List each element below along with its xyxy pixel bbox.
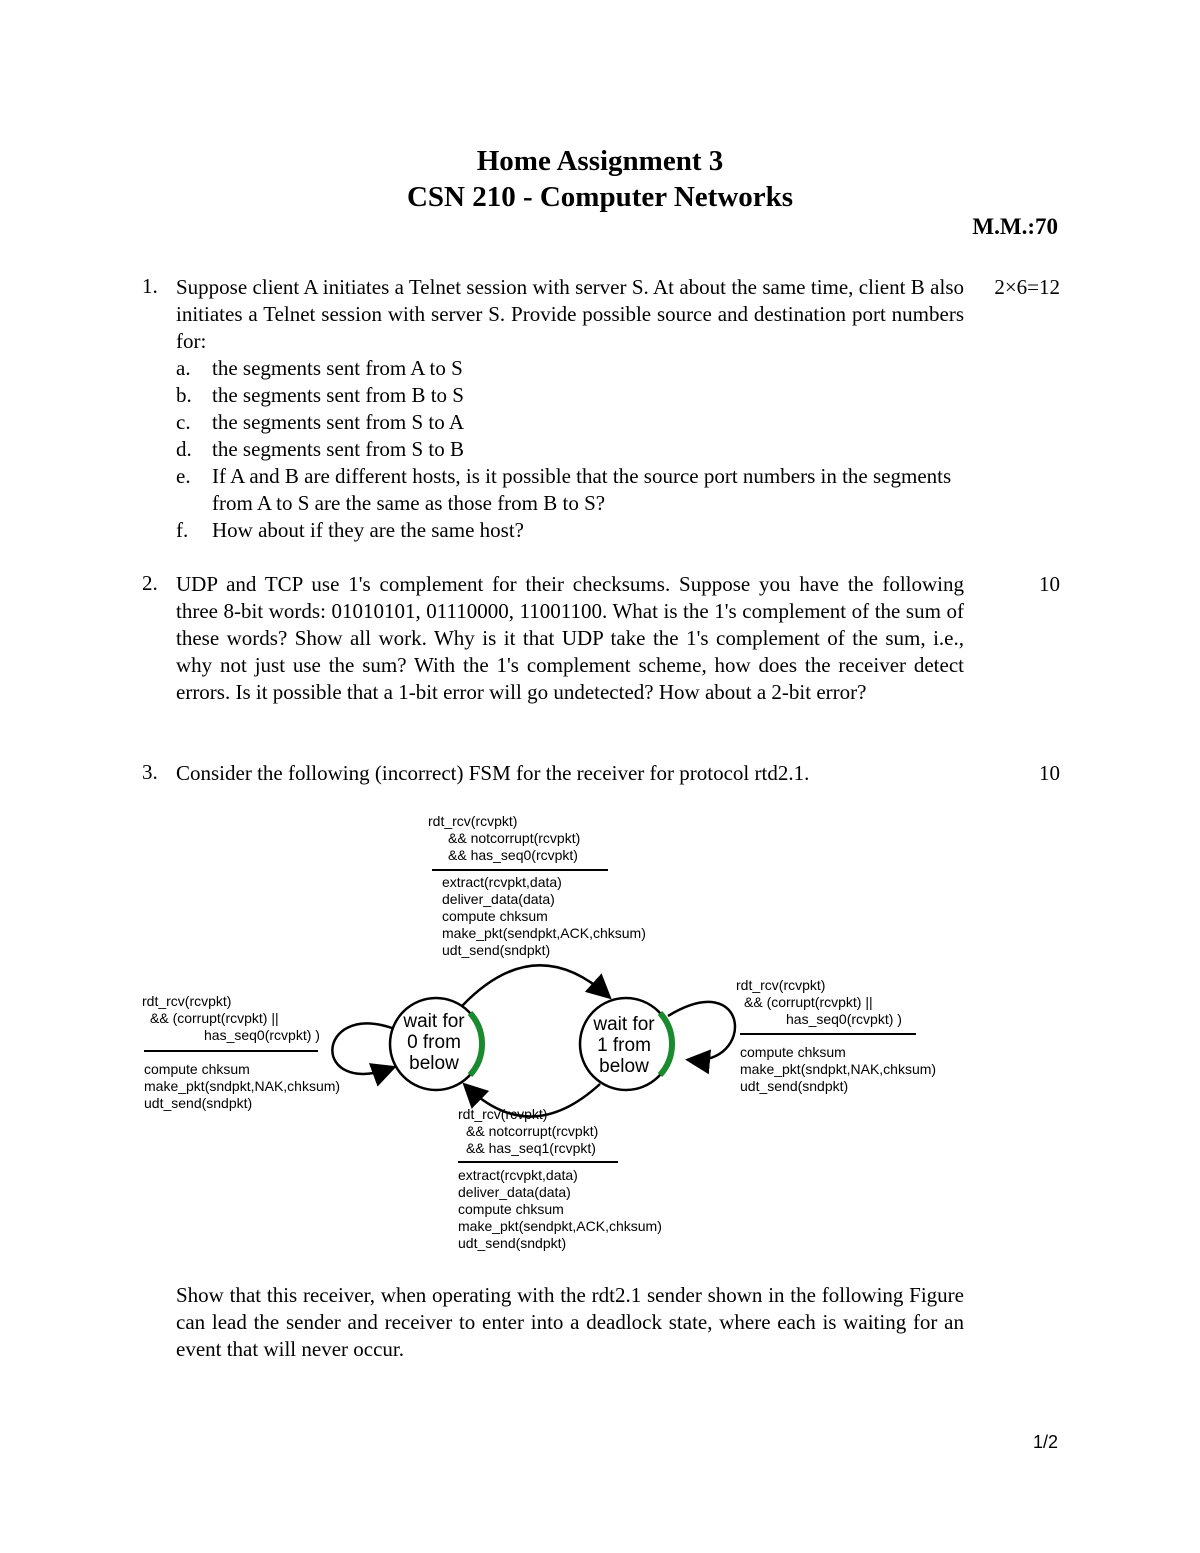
- bottom-action-5: udt_send(sndpkt): [458, 1235, 567, 1251]
- bottom-event-3: && has_seq1(rcvpkt): [466, 1140, 596, 1156]
- bottom-event-2: && notcorrupt(rcvpkt): [466, 1123, 599, 1139]
- state-wait-for-0: [390, 998, 482, 1090]
- top-action-3: compute chksum: [442, 908, 548, 924]
- question-text: Suppose client A initiates a Telnet session with server S. At about the same time, client B also initiates a Telnet session with server S. Provide possible source and destination port numbers for:: [176, 275, 964, 353]
- part-text: If A and B are different hosts, is it possible that the source port numbers in the segments from A to S are the same as those from B to S?: [212, 464, 952, 515]
- top-action-2: deliver_data(data): [442, 891, 555, 907]
- label-left-loop: [142, 993, 340, 1111]
- question-marks: 2×6=12: [994, 275, 1060, 299]
- course-title: CSN 210 - Computer Networks: [406, 181, 794, 213]
- question-body: [176, 274, 964, 544]
- max-marks: M.M.:70: [972, 214, 1058, 239]
- part-text: the segments sent from S to A: [212, 410, 464, 434]
- part-label: d.: [176, 437, 192, 461]
- state-wait-for-1: [580, 998, 672, 1090]
- right-event-2: && (corrupt(rcvpkt) ||: [744, 994, 873, 1010]
- right-event-1: rdt_rcv(rcvpkt): [736, 977, 826, 993]
- question-part: [176, 409, 964, 436]
- right-event-3: has_seq0(rcvpkt) ): [786, 1011, 902, 1027]
- page-number: 1/2: [1032, 1432, 1058, 1452]
- state-0-line2: 0 from: [407, 1032, 461, 1053]
- bottom-action-2: deliver_data(data): [458, 1184, 571, 1200]
- part-text: How about if they are the same host?: [212, 518, 524, 542]
- top-action-1: extract(rcvpkt,data): [442, 874, 562, 890]
- left-event-3: has_seq0(rcvpkt) ): [204, 1027, 320, 1043]
- label-top-transition: [428, 813, 646, 958]
- part-text: the segments sent from B to S: [212, 383, 464, 407]
- bottom-action-3: compute chksum: [458, 1201, 564, 1217]
- top-event-2: && notcorrupt(rcvpkt): [448, 830, 581, 846]
- left-action-3: udt_send(sndpkt): [144, 1095, 253, 1111]
- question-text: UDP and TCP use 1's complement for their checksums. Suppose you have the following three 8-bit words: 01010101, 01110000, 11001100. What is the 1's complement of the sum of these words? Show all work. Why is it that UDP take the 1's complement of the sum, i.e., why not just use the sum? With the 1's complement scheme, how does the receiver detect errors. Is it possible that a 1-bit error will go undetected? How about a 2-bit error?: [176, 572, 964, 704]
- part-label: b.: [176, 383, 192, 407]
- left-action-2: make_pkt(sndpkt,NAK,chksum): [144, 1078, 341, 1094]
- question-part: [176, 436, 964, 463]
- label-bottom-transition: [458, 1106, 662, 1251]
- question-number: 1.: [142, 274, 158, 298]
- right-action-1: compute chksum: [740, 1044, 846, 1060]
- question-part: [176, 517, 964, 544]
- bottom-action-1: extract(rcvpkt,data): [458, 1167, 578, 1183]
- state-1-line1: wait for: [593, 1014, 655, 1035]
- question-number: 2.: [142, 571, 158, 595]
- left-event-1: rdt_rcv(rcvpkt): [142, 993, 232, 1009]
- bottom-action-4: make_pkt(sendpkt,ACK,chksum): [458, 1218, 662, 1234]
- part-text: the segments sent from A to S: [212, 356, 463, 380]
- question-part: [176, 463, 964, 517]
- state-0-line3: below: [409, 1053, 459, 1074]
- left-action-1: compute chksum: [144, 1061, 250, 1077]
- part-label: c.: [176, 410, 191, 434]
- part-text: the segments sent from S to B: [212, 437, 464, 461]
- part-label: f.: [176, 518, 189, 542]
- question-text: Consider the following (incorrect) FSM for the receiver for protocol rtd2.1.: [176, 761, 810, 785]
- state-0-line1: wait for: [403, 1011, 465, 1032]
- self-loop-1: [668, 1002, 735, 1060]
- question-part: [176, 382, 964, 409]
- question-marks: 10: [1039, 572, 1060, 596]
- label-right-loop: [736, 977, 936, 1094]
- top-event-1: rdt_rcv(rcvpkt): [428, 813, 518, 829]
- top-action-5: udt_send(sndpkt): [442, 942, 551, 958]
- top-event-3: && has_seq0(rcvpkt): [448, 847, 578, 863]
- self-loop-0: [332, 1023, 392, 1073]
- state-1-line3: below: [599, 1056, 649, 1077]
- question-part: [176, 355, 964, 382]
- question-marks: 10: [1039, 761, 1060, 785]
- question-number: 3.: [142, 760, 158, 784]
- bottom-event-1: rdt_rcv(rcvpkt): [458, 1106, 548, 1122]
- page-title: Home Assignment 3: [476, 145, 724, 177]
- part-label: e.: [176, 464, 191, 488]
- part-label: a.: [176, 356, 191, 380]
- right-action-3: udt_send(sndpkt): [740, 1078, 849, 1094]
- state-1-line2: 1 from: [597, 1035, 651, 1056]
- fsm-diagram: [130, 800, 950, 1260]
- question-3-followup: Show that this receiver, when operating with the rdt2.1 sender shown in the following Figure can lead the sender and receiver to enter into a deadlock state, where each is waiting for an event that will never occur.: [176, 1283, 964, 1361]
- transition-0-to-1: [462, 965, 608, 1006]
- right-action-2: make_pkt(sndpkt,NAK,chksum): [740, 1061, 937, 1077]
- top-action-4: make_pkt(sendpkt,ACK,chksum): [442, 925, 646, 941]
- left-event-2: && (corrupt(rcvpkt) ||: [150, 1010, 279, 1026]
